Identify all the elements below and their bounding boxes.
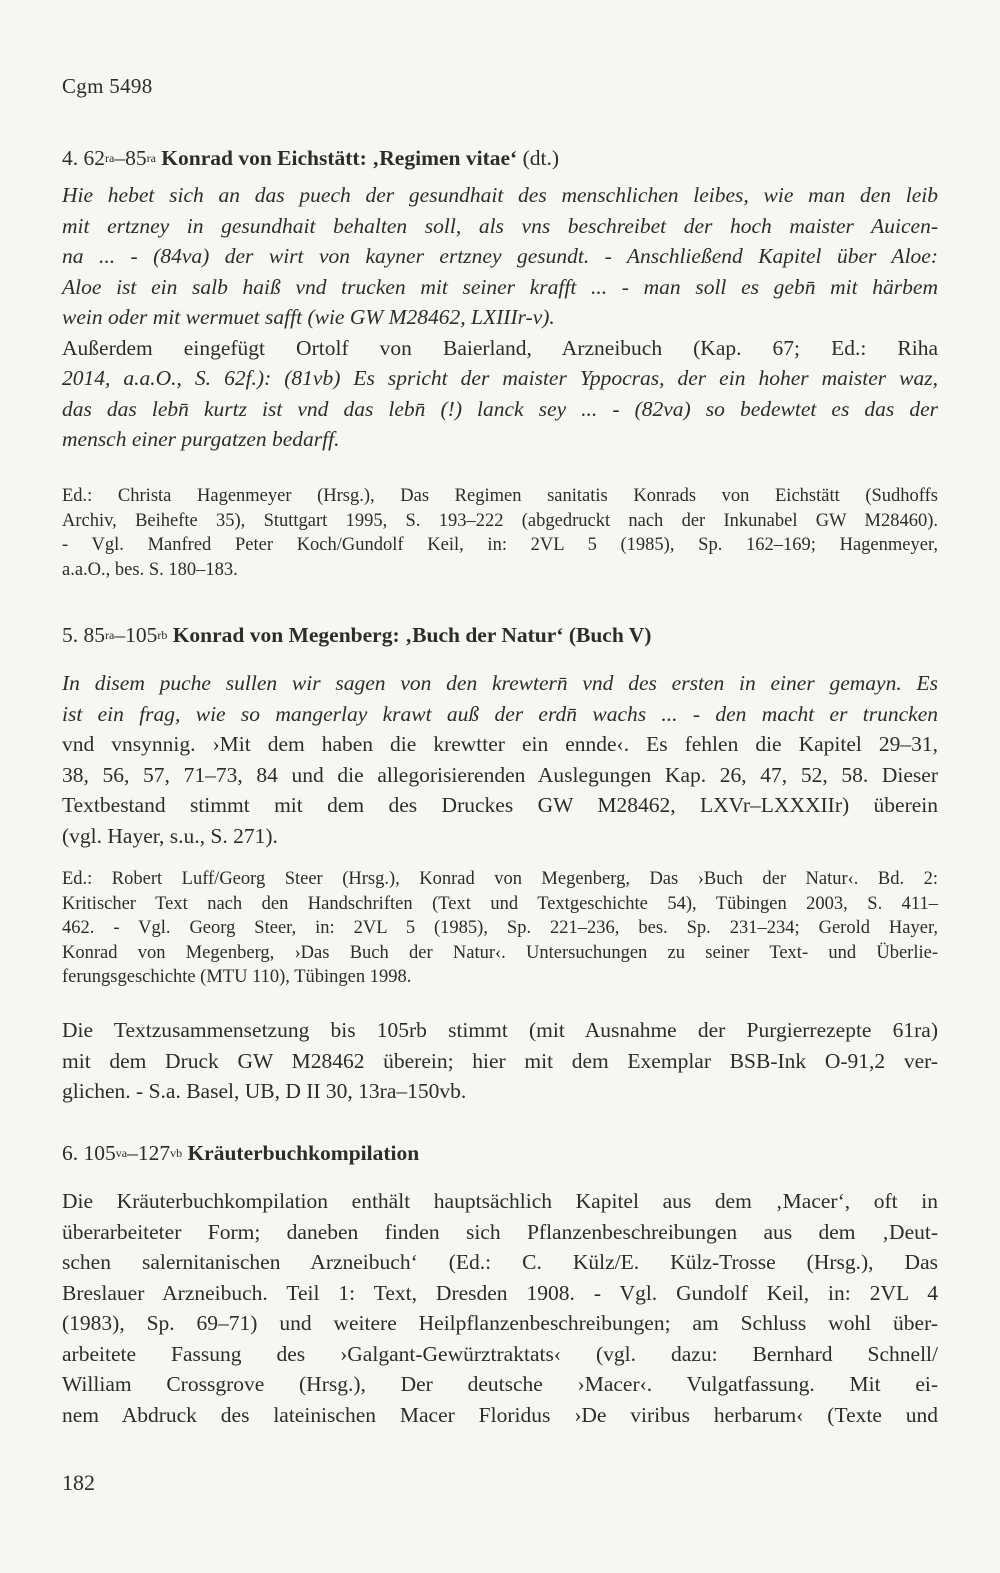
text-line: vnd vnsynnig. ›Mit dem haben die krewtter ein ennde‹. Es fehlen die Kapitel 29–31, [62,732,938,756]
text-line: ist ein frag, wie so mangerlay krawt auß der erdn̄ wachs ... - den macht er truncken [62,701,938,726]
composition-paragraph [62,1015,938,1107]
note-line: - Vgl. Manfred Peter Koch/Gundolf Keil, in: 2VL 5 (1985), Sp. 162–169; Hagenmeyer, [62,535,938,555]
section-4-title: Konrad von Eichstätt: ‚Regimen vitae‘ [161,146,518,170]
section-4-heading: 4. $62^{ra}-85^{ra}$ Konrad von Eichstätt: ‚Regimen vitae‘ (dt.) [62,146,559,170]
text-line: Aloe ist ein salb haiß vnd trucken mit seiner krafft ... - man soll es gebn̄ mit härbem [62,274,938,299]
note-line: Kritischer Text nach den Handschriften (Text und Textgeschichte 54), Tübingen 2003, S. 411– [62,893,938,914]
text-line: glichen. - S.a. Basel, UB, D II 30, 13ra–150vb. [62,1079,467,1103]
text-line: mensch einer purgatzen bedarff. [62,427,340,451]
text-line: na ... - (84va) der wirt von kayner ertzney gesundt. - Anschließend Kapitel über Aloe: [62,244,938,268]
text-line: mit ertzney in gesundhait behalten soll, als vns beschreibet der hoch maister Auicen- [62,213,938,238]
text-line: überarbeiteter Form; daneben finden sich Pflanzenbeschreibungen aus dem ‚Deut- [62,1219,938,1244]
note-line: a.a.O., bes. S. 180–183. [62,559,238,580]
text-line: das das lebn̄ kurtz ist vnd das lebn̄ (!) lanck sey ... - (82va) so bedewtet es das der [62,396,938,421]
running-header: Cgm 5498 [62,74,153,98]
text-line: (1983), Sp. 69–71) und weitere Heilpflanzenbeschreibungen; am Schluss wohl über- [62,1311,938,1335]
note-line: ferungsgeschichte (MTU 110), Tübingen 1998. [62,967,412,987]
section-6-title: Kräuterbuchkompilation [187,1141,420,1165]
page-number: 182 [62,1470,95,1495]
text-line: arbeitete Fassung des ›Galgant-Gewürztraktats‹ (vgl. dazu: Bernhard Schnell/ [62,1341,938,1366]
text-line: nem Abdruck des lateinischen Macer Floridus ›De viribus herbarum‹ (Texte und [62,1402,938,1427]
text-line: Textbestand stimmt mit dem des Druckes GW M28462, LXVr–LXXXIIr) überein [62,793,938,817]
section-5-edition-note [62,867,938,990]
section-4-edition-note [62,484,938,582]
section-6-heading: 6. $105^{va}-127^{vb}$ Kräuterbuchkompilation [62,1141,420,1165]
section-5-body [62,668,938,851]
note-line: Ed.: Robert Luff/Georg Steer (Hrsg.), Konrad von Megenberg, Das ›Buch der Natur‹. Bd. 2: [62,869,938,889]
text-line: Die Textzusammensetzung bis 105rb stimmt (mit Ausnahme der Purgierrezepte 61ra) [62,1018,938,1042]
text-line: schen salernitanischen Arzneibuch‘ (Ed.: C. Külz/E. Külz-Trosse (Hrsg.), Das [62,1250,938,1274]
text-line: Breslauer Arzneibuch. Teil 1: Text, Dresden 1908. - Vgl. Gundolf Keil, in: 2VL 4 [62,1280,938,1305]
text-line: mit dem Druck GW M28462 überein; hier mit dem Exemplar BSB-Ink O-91,2 ver- [62,1048,938,1073]
text-line: Hie hebet sich an das puech der gesundhait des menschlichen leibes, wie man den leib [62,183,938,207]
section-5-title: Konrad von Megenberg: ‚Buch der Natur‘ (Buch V) [172,623,652,647]
note-line: Archiv, Beihefte 35), Stuttgart 1995, S. 193–222 (abgedruckt nach der Inkunabel GW M28460). [62,510,938,531]
text-line: Außerdem eingefügt Ortolf von Baierland, Arzneibuch (Kap. 67; Ed.: Riha [62,335,938,360]
section-6-body [62,1186,938,1430]
text-line: William Crossgrove (Hrsg.), Der deutsche ›Macer‹. Vulgatfassung. Mit ei- [62,1372,938,1396]
text-line: 38, 56, 57, 71–73, 84 und die allegorisierenden Auslegungen Kap. 26, 47, 52, 58. Dieser [62,762,938,787]
text-line: (vgl. Hayer, s.u., S. 271). [62,823,278,848]
note-line: Ed.: Christa Hagenmeyer (Hrsg.), Das Regimen sanitatis Konrads von Eichstätt (Sudhoffs [62,486,938,506]
text-line: 2014, a.a.O., S. 62f.): (81vb) Es spricht der maister Yppocras, der ein hoher maister waz, [62,366,938,390]
section-5-heading: 5. $85^{ra}-105^{rb}$ Konrad von Megenberg: ‚Buch der Natur‘ (Buch V) [62,623,652,647]
section-4-body [62,180,938,455]
text-line: Die Kräuterbuchkompilation enthält hauptsächlich Kapitel aus dem ‚Macer‘, oft in [62,1189,938,1213]
note-line: 462. - Vgl. Georg Steer, in: 2VL 5 (1985), Sp. 221–236, bes. Sp. 231–234; Gerold Hayer, [62,918,938,938]
text-line: wein oder mit wermuet safft (wie GW M28462, LXIIIr-v). [62,305,555,329]
text-line: In disem puche sullen wir sagen von den krewtern̄ vnd des ersten in einer gemayn. Es [62,671,938,695]
note-line: Konrad von Megenberg, ›Das Buch der Natur‹. Untersuchungen zu seiner Text- und Überlie- [62,942,938,963]
